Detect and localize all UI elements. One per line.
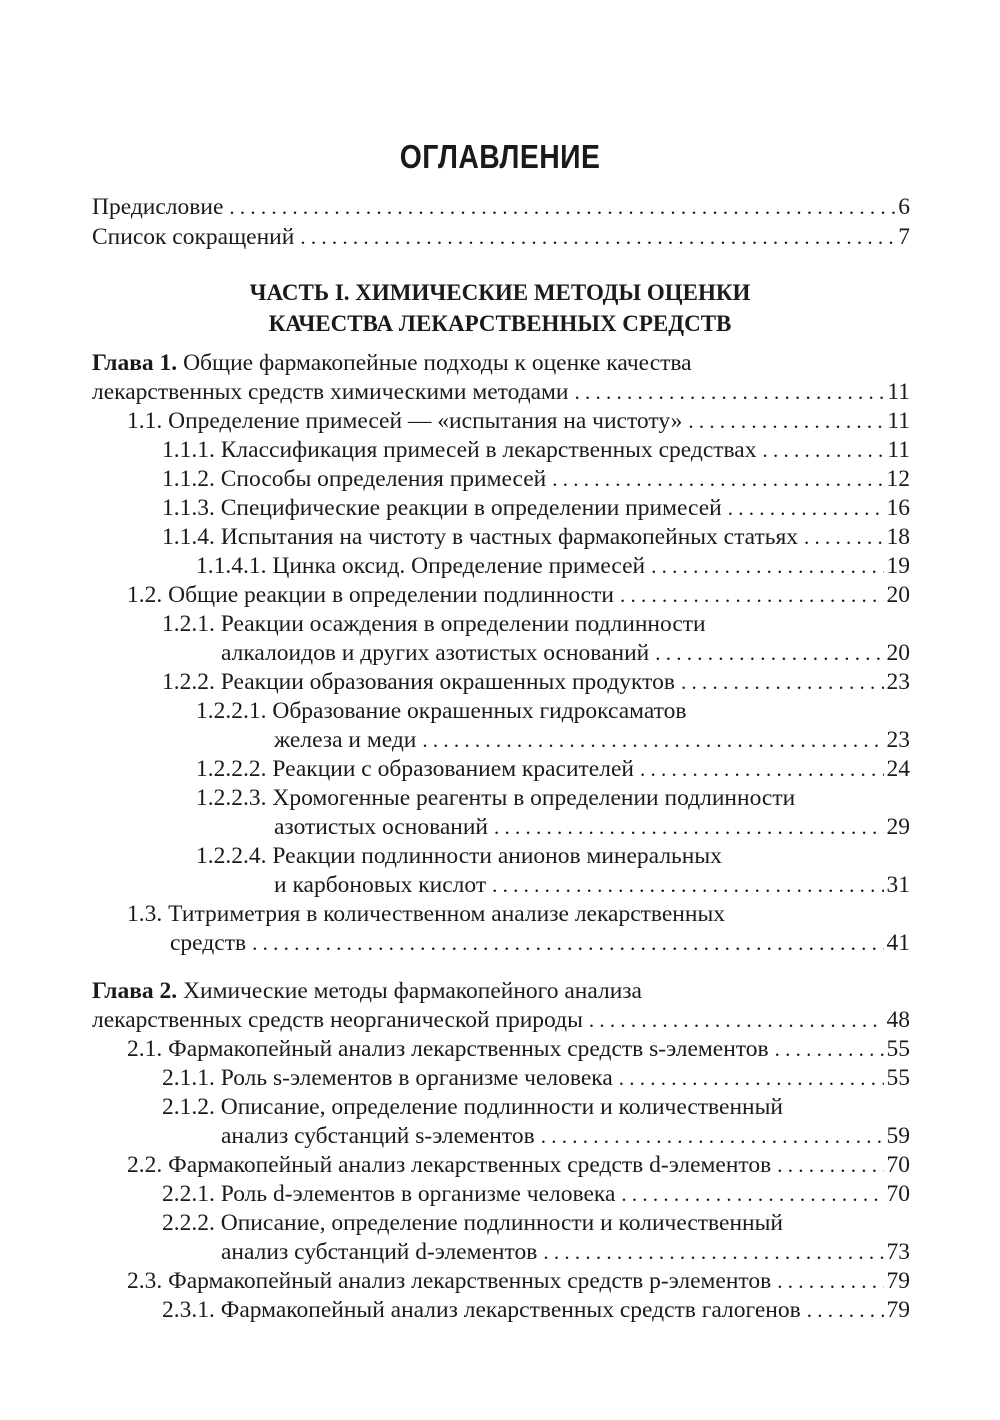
leader-dots <box>492 870 883 900</box>
toc-page-number: 29 <box>886 814 910 840</box>
toc-entry-continued <box>274 725 910 755</box>
chapter-label: Глава 2. <box>92 978 178 1004</box>
toc-entry <box>162 609 910 639</box>
toc-entry <box>127 1034 910 1064</box>
toc-entry-text: 1.2.2.2. Реакции с образованием красителей <box>196 756 634 782</box>
toc-entry-text: 1.1.1. Классификация примесей в лекарственных средствах <box>162 437 757 463</box>
toc-entry <box>162 522 910 552</box>
toc-entry <box>162 464 910 494</box>
toc-entry-text: железа и меди <box>274 727 417 753</box>
toc-page-number: 19 <box>886 553 910 579</box>
toc-entry-text: 1.1.4.1. Цинка оксид. Определение примесей <box>196 553 646 579</box>
chapter-label: Глава 1. <box>92 350 178 376</box>
leader-dots <box>300 222 895 252</box>
part-heading-line: ЧАСТЬ I. ХИМИЧЕСКИЕ МЕТОДЫ ОЦЕНКИ <box>249 280 751 305</box>
leader-dots <box>807 1295 884 1325</box>
toc-entry <box>196 841 910 871</box>
leader-dots <box>655 638 883 668</box>
page-title: ОГЛАВЛЕНИЕ <box>399 138 601 175</box>
leader-dots <box>589 1005 884 1035</box>
toc-entry <box>196 551 910 581</box>
leader-dots <box>621 1179 883 1209</box>
toc-entry-text: 1.1. Определение примесей — «испытания на чистоту» <box>127 408 683 434</box>
toc-entry-text: 1.3. Титриметрия в количественном анализе лекарственных <box>127 901 725 927</box>
chapter-heading-continued <box>92 1005 910 1035</box>
chapter-title: Химические методы фармакопейного анализа <box>177 978 642 1004</box>
toc-entry-text: 2.3. Фармакопейный анализ лекарственных средств p-элементов <box>127 1268 772 1294</box>
toc-entry-text: 2.1.2. Описание, определение подлинности и количественный <box>162 1094 783 1120</box>
toc-page-number: 11 <box>887 408 910 434</box>
leader-dots <box>728 493 884 523</box>
toc-entry-text: 1.2.2. Реакции образования окрашенных продуктов <box>162 669 675 695</box>
toc-entry-text: алкалоидов и других азотистых оснований <box>221 640 650 666</box>
toc-entry-continued <box>274 870 910 900</box>
toc-entry <box>162 493 910 523</box>
toc-entry-text: 2.1. Фармакопейный анализ лекарственных средств s-элементов <box>127 1036 769 1062</box>
toc-entry <box>127 1266 910 1296</box>
toc-entry-continued <box>274 812 910 842</box>
toc-entry <box>196 783 910 813</box>
chapter-heading <box>92 976 910 1006</box>
toc-entry-continued <box>221 638 910 668</box>
leader-dots <box>775 1034 884 1064</box>
toc-entry-text: 2.2. Фармакопейный анализ лекарственных средств d-элементов <box>127 1152 772 1178</box>
toc-entry-text: 2.3.1. Фармакопейный анализ лекарственных средств галогенов <box>162 1297 801 1323</box>
toc-entry-text: 2.1.1. Роль s-элементов в организме человека <box>162 1065 613 1091</box>
toc-page-number: 20 <box>886 582 910 608</box>
toc-entry-text: азотистых оснований <box>274 814 489 840</box>
toc-page-number: 20 <box>886 640 910 666</box>
toc-entry <box>162 1208 910 1238</box>
toc-page-number: 41 <box>886 930 910 956</box>
leader-dots <box>541 1121 884 1151</box>
toc-entry-text: 1.2.2.4. Реакции подлинности анионов минеральных <box>196 843 722 869</box>
toc-entry <box>196 696 910 726</box>
toc-page-number: 23 <box>886 669 910 695</box>
leader-dots <box>575 377 885 407</box>
toc-page-number: 55 <box>886 1036 910 1062</box>
toc-entry-text: и карбоновых кислот <box>274 872 487 898</box>
leader-dots <box>620 580 884 610</box>
toc-entry-text: Список сокращений <box>92 224 295 250</box>
toc-entry-continued <box>221 1121 910 1151</box>
toc-entry-continued <box>221 1237 910 1267</box>
leader-dots <box>494 812 883 842</box>
toc-page-number: 73 <box>886 1239 910 1265</box>
part-heading <box>0 277 1000 339</box>
toc-entry-text: 1.2.2.1. Образование окрашенных гидроксаматов <box>196 698 687 724</box>
toc-entry-text: 1.2. Общие реакции в определении подлинности <box>127 582 614 608</box>
toc-entry-continued <box>170 928 910 958</box>
leader-dots <box>777 1266 883 1296</box>
toc-page-number: 70 <box>886 1181 910 1207</box>
toc-page-number: 18 <box>886 524 910 550</box>
leader-dots <box>777 1150 883 1180</box>
part-heading-line: КАЧЕСТВА ЛЕКАРСТВЕННЫХ СРЕДСТВ <box>268 311 732 336</box>
toc-page-number: 24 <box>886 756 910 782</box>
toc-entry-text: средств <box>170 930 247 956</box>
toc-page-number: 6 <box>898 194 910 220</box>
toc-page-number: 11 <box>887 379 910 405</box>
leader-dots <box>688 406 884 436</box>
toc-entry-abbreviations <box>92 222 910 252</box>
toc-entry-text: 1.1.4. Испытания на чистоту в частных фармакопейных статьях <box>162 524 799 550</box>
toc-page-number: 23 <box>886 727 910 753</box>
toc-entry-text: 1.1.2. Способы определения примесей <box>162 466 547 492</box>
leader-dots <box>763 435 885 465</box>
toc-entry-text: Предисловие <box>92 194 224 220</box>
toc-entry-text: анализ субстанций d-элементов <box>221 1239 538 1265</box>
toc-page-number: 11 <box>887 437 910 463</box>
toc-page-number: 31 <box>886 872 910 898</box>
toc-entry-text: 2.2.2. Описание, определение подлинности и количественный <box>162 1210 783 1236</box>
toc-page-number: 70 <box>886 1152 910 1178</box>
toc-entry <box>162 435 910 465</box>
leader-dots <box>422 725 883 755</box>
toc-page-number: 12 <box>886 466 910 492</box>
leader-dots <box>619 1063 884 1093</box>
toc-entry-text: 2.2.1. Роль d-элементов в организме человека <box>162 1181 616 1207</box>
leader-dots <box>543 1237 883 1267</box>
toc-entry <box>127 406 910 436</box>
toc-entry <box>162 1063 910 1093</box>
leader-dots <box>681 667 884 697</box>
toc-page-number: 59 <box>886 1123 910 1149</box>
chapter-heading-continued <box>92 377 910 407</box>
toc-entry-text: анализ субстанций s-элементов <box>221 1123 535 1149</box>
chapter-heading <box>92 348 910 378</box>
toc-entry <box>127 1150 910 1180</box>
toc-page-number: 79 <box>886 1297 910 1323</box>
toc-entry <box>162 1295 910 1325</box>
chapter-title: Общие фармакопейные подходы к оценке качества <box>177 350 692 376</box>
leader-dots <box>651 551 883 581</box>
leader-dots <box>640 754 884 784</box>
toc-page-number: 16 <box>886 495 910 521</box>
toc-entry-text: 1.1.3. Специфические реакции в определении примесей <box>162 495 722 521</box>
toc-entry-preface <box>92 192 910 222</box>
toc-page-number: 79 <box>886 1268 910 1294</box>
toc-entry-text: 1.2.2.3. Хромогенные реагенты в определении подлинности <box>196 785 796 811</box>
chapter-title: лекарственных средств неорганической природы <box>92 1007 583 1033</box>
toc-entry <box>196 754 910 784</box>
toc-entry <box>162 1179 910 1209</box>
leader-dots <box>804 522 883 552</box>
toc-page-number: 55 <box>886 1065 910 1091</box>
toc-page-number: 7 <box>898 224 910 250</box>
toc-page-number: 48 <box>886 1007 910 1033</box>
chapter-title: лекарственных средств химическими методами <box>92 379 569 405</box>
leader-dots <box>229 192 895 222</box>
toc-entry <box>162 1092 910 1122</box>
toc-entry <box>127 899 910 929</box>
leader-dots <box>552 464 883 494</box>
toc-entry-text: 1.2.1. Реакции осаждения в определении подлинности <box>162 611 706 637</box>
leader-dots <box>252 928 883 958</box>
toc-entry <box>162 667 910 697</box>
toc-entry <box>127 580 910 610</box>
